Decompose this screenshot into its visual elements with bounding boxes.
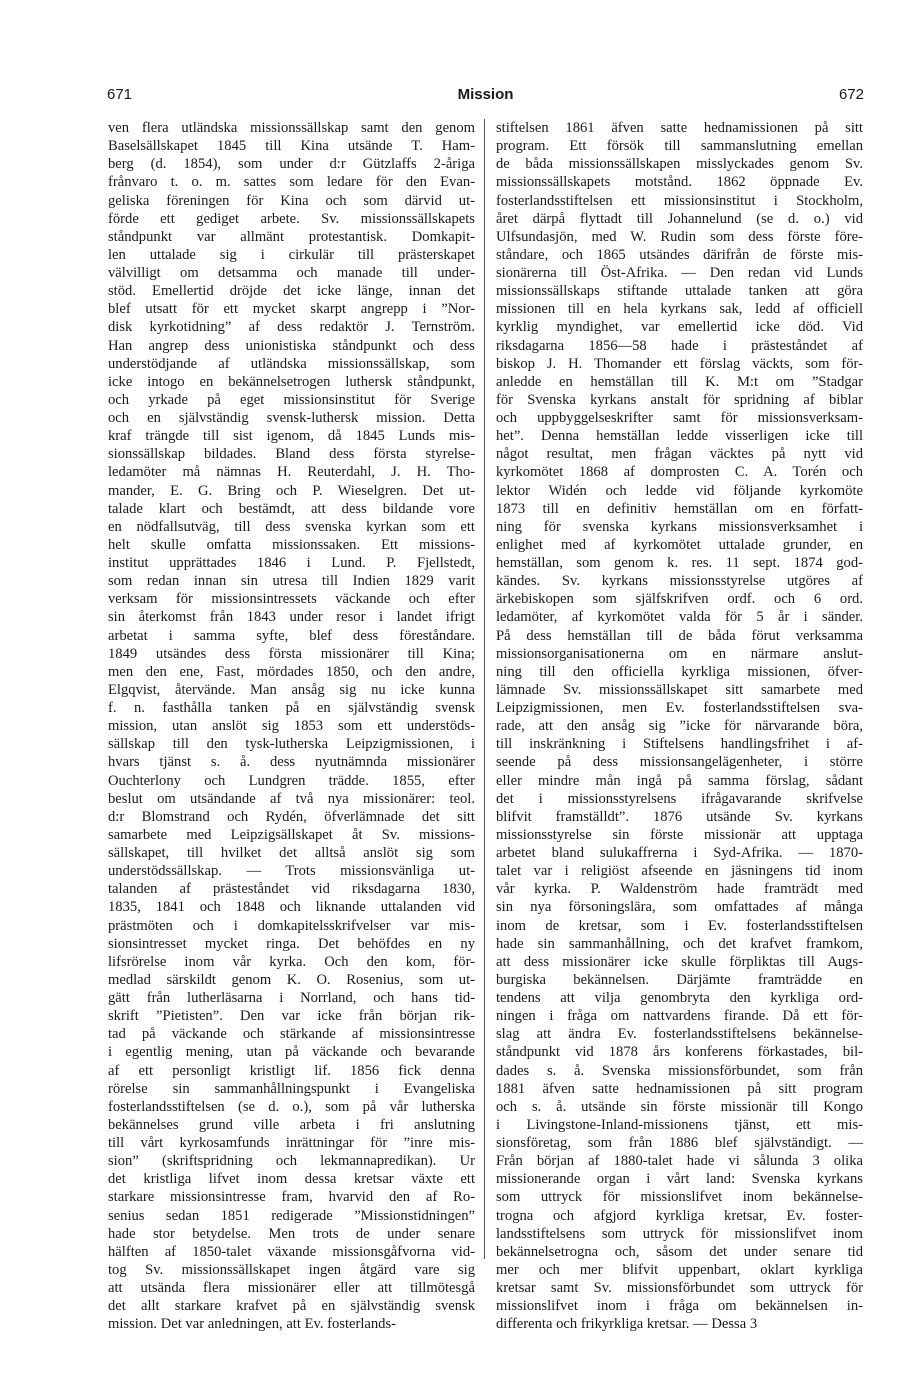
text-line: som uttryck för missionslifvet inom bekännelse- bbox=[496, 1189, 863, 1206]
left-text-column bbox=[108, 119, 475, 1333]
text-line: enlighet med af kyrkomötet uttalade grunder, en bbox=[496, 536, 863, 553]
text-line: missionsstyrelse sin förste missionär att upptaga bbox=[496, 826, 863, 843]
text-line: d:r Blomstrand och Rydén, öfverlämnade det sitt bbox=[108, 808, 475, 825]
text-line: talanden af prästeståndet vid riksdagarna 1830, bbox=[108, 881, 475, 898]
text-line: beslut om utsändande af två nya missionärer: teol. bbox=[108, 790, 475, 807]
text-line: landsstiftelsens som uttryck för missionslifvet inom bbox=[496, 1225, 863, 1242]
text-line: len uttalade sig i cirkulär till prästerskapet bbox=[108, 246, 475, 263]
text-line: blifvit framställdt”. 1876 utsände Sv. kyrkans bbox=[496, 808, 863, 825]
text-line: välvilligt om detsamma och manade till under- bbox=[108, 265, 475, 281]
text-line: sin återkomst från 1843 under resor i landet ifrigt bbox=[108, 609, 475, 626]
text-line: gätt från lutherläsarna i Norrland, och hans tid- bbox=[108, 990, 475, 1006]
text-line: ståndpunkt vid 1878 års konferens förkastades, bil- bbox=[496, 1044, 863, 1061]
text-line: till vårt kyrkosamfunds inrättningar för ”inre mis- bbox=[108, 1135, 475, 1151]
text-line: frånvaro t. o. m. sattes som ledare för den Evan- bbox=[108, 174, 475, 191]
text-line: Han angrep dess unionistiska ståndpunkt och dess bbox=[108, 337, 475, 354]
text-line: medlad särskildt genom K. O. Rosenius, som ut- bbox=[108, 971, 475, 988]
text-line: kyrkomötet 1868 af domprosten C. A. Torén och bbox=[496, 464, 863, 481]
text-line: lektor Widén och ledde vid följande kyrkomöte bbox=[496, 482, 863, 499]
text-line: talet var i religiöst afseende en jäsningens tid inom bbox=[496, 863, 863, 880]
text-line: blef utsatt för ett mycket skarpt angrepp i ”Nor- bbox=[108, 301, 475, 318]
text-line: samarbete med Leipzigsällskapet åt Sv. missions- bbox=[108, 826, 475, 843]
text-line: riksdagarna 1856—58 hade i prästeståndet af bbox=[496, 337, 863, 354]
text-line: lifsrörelse inom vår kyrka. Och den kom, för- bbox=[108, 953, 475, 970]
right-page-number: 672 bbox=[838, 86, 864, 103]
left-page-number: 671 bbox=[107, 86, 133, 103]
text-line: Leipzigmissionen, men Ev. fosterlandsstiftelsen sva- bbox=[496, 700, 863, 716]
text-line: det allt starkare krafvet på en självständig svensk bbox=[108, 1298, 475, 1315]
text-line: kraf trängde till sist igenom, då 1845 Lunds mis- bbox=[108, 428, 475, 445]
text-line: dades s. å. Svenska missionsförbundet, som från bbox=[496, 1062, 863, 1079]
text-line: tad på väckande och stärkande af missionsintresse bbox=[108, 1026, 475, 1043]
text-line: missionssällskaps stiftande uttalade tanken att göra bbox=[496, 283, 863, 300]
text-line: hade sin sammanhållning, och det krafvet framkom, bbox=[496, 935, 863, 952]
text-line: hemställan, som genom k. res. 11 sept. 1874 god- bbox=[496, 555, 863, 571]
text-line: fosterlandsstiftelsen (se d. o.), som på vår lutherska bbox=[108, 1098, 475, 1115]
text-line: understödjande af utländska missionssällskap, som bbox=[108, 355, 475, 372]
text-line: helt skulle omfatta missionssaken. Ett missions- bbox=[108, 536, 475, 553]
text-line: ståndare, och 1865 utsändes därifrån de förste mis- bbox=[496, 246, 863, 263]
text-line: något resultat, men frågan väcktes på nytt vid bbox=[496, 446, 863, 463]
text-line: hälften af 1850-talet växande missionsgåfvorna vid- bbox=[108, 1243, 475, 1260]
text-line: Från början af 1880-talet hade vi sålunda 3 olika bbox=[496, 1153, 863, 1170]
text-line: kändes. Sv. kyrkans missionsstyrelse utgöres af bbox=[496, 573, 863, 590]
text-line: Ulfsundasjön, med W. Rudin som dess förste före- bbox=[496, 228, 863, 245]
text-line: en nödfallsutväg, till dess svenska kyrkan som ett bbox=[108, 518, 475, 535]
text-line: som redan innan sin utresa till Indien 1829 varit bbox=[108, 573, 475, 590]
text-line: ven flera utländska missionssällskap samt den genom bbox=[108, 120, 475, 136]
text-line: ärkebiskopen som själfskrifven ordf. och 6 ord. bbox=[496, 591, 863, 608]
text-line: verksam för missionsintressets väckande och efter bbox=[108, 591, 475, 608]
text-line: mission. Det var anledningen, att Ev. fosterlands- bbox=[108, 1316, 397, 1333]
text-line: På dess hemställan till de båda förut verksamma bbox=[496, 627, 863, 644]
page-header bbox=[107, 86, 864, 106]
text-line: ledamöter, af kyrkomötet valda för 5 år i sänder. bbox=[496, 609, 863, 626]
text-line: sionsintresset mycket ringa. Det behöfdes en ny bbox=[108, 935, 475, 952]
text-line: biskop J. H. Thomander ett förslag väckts, som för- bbox=[496, 355, 863, 372]
text-line: Baselsällskapet 1845 till Kina utsände T. Ham- bbox=[108, 138, 475, 155]
text-line: 1873 till en definitiv hemställan om en författ- bbox=[496, 500, 863, 517]
text-line: och uppbyggelseskrifter samt för missionsverksam- bbox=[496, 410, 863, 426]
text-line: tendens att vilja genombryta den kyrkliga ord- bbox=[496, 990, 863, 1006]
text-line: det kristliga lifvet inom dessa kretsar växte ett bbox=[108, 1171, 475, 1188]
text-line: mander, E. G. Bring och P. Wieselgren. Det ut- bbox=[108, 482, 475, 499]
text-line: inom de kretsar, som i Ev. fosterlandsstiftelsen bbox=[496, 917, 863, 934]
text-line: sionssällskap bildades. Bland dess första styrelse- bbox=[108, 446, 475, 463]
text-line: missionslifvet inom i fråga om bekännelsen in- bbox=[496, 1298, 863, 1315]
text-line: senius sedan 1851 redigerade ”Missionstidningen” bbox=[108, 1207, 475, 1224]
text-line: Ouchterlony och Lundgren trädde. 1855, efter bbox=[108, 772, 475, 789]
column-divider bbox=[484, 119, 485, 1259]
text-line: prästmöten och i domkapitelsskrifvelser var mis- bbox=[108, 917, 475, 934]
text-line: icke intogo en bekännelsetrogen luthersk ståndpunkt, bbox=[108, 373, 475, 390]
text-line: Elgqvist, återvände. Man ansåg sig nu icke kunna bbox=[108, 681, 475, 698]
text-line: hade stor betydelse. Men trots de under senare bbox=[108, 1225, 475, 1242]
text-line: arbetat i samma syfte, blef dess föreståndare. bbox=[108, 627, 475, 644]
text-line: stiftelsen 1861 äfven satte hednamissionen på sitt bbox=[496, 120, 863, 136]
text-line: ledamöter må nämnas H. Reuterdahl, J. H. Tho- bbox=[108, 464, 475, 481]
text-line: sionsföretag, som från 1886 blef självständigt. — bbox=[496, 1135, 863, 1151]
text-line: förde ett gediget arbete. Sv. missionssällskapets bbox=[108, 210, 475, 227]
text-line: ning för svenska kyrkans missionsverksamhet i bbox=[496, 518, 863, 535]
text-line: program. Ett försök till sammanslutning emellan bbox=[496, 138, 863, 155]
text-line: bekännelsetrogna och, såsom det under senare tid bbox=[496, 1243, 863, 1260]
text-line: anledde en hemställan till K. M:t om ”Stadgar bbox=[496, 373, 863, 390]
text-line: geliska föreningen för Kina och som därvid ut- bbox=[108, 192, 475, 209]
text-line: af ett personligt kristligt lif. 1856 fick denna bbox=[108, 1062, 475, 1079]
running-title: Mission bbox=[457, 86, 514, 103]
text-line: det i missionsstyrelsens ifrågavarande skrifvelse bbox=[496, 790, 863, 807]
text-line: slag att ändra Ev. fosterlandsstiftelsens bekännelse- bbox=[496, 1026, 863, 1043]
text-line: missionen till en hela kyrkans sak, ledd af officiell bbox=[496, 301, 863, 318]
text-line: men den ene, Fast, mördades 1850, och den andre, bbox=[108, 663, 475, 680]
text-line: i Livingstone-Inland-missionens tjänst, ett mis- bbox=[496, 1116, 863, 1133]
text-line: sion” (skriftspridning och lekmannapredikan). Ur bbox=[108, 1153, 475, 1170]
text-line: sällskap till den tysk-lutherska Leipzigmissionen, i bbox=[108, 736, 475, 753]
text-line: mission, utan anslöt sig 1853 som ett understöds- bbox=[108, 718, 475, 735]
text-line: het”. Denna hemställan ledde visserligen icke till bbox=[496, 428, 863, 445]
text-line: arbetet bland sulukaffrerna i Syd-Afrika. — 1870- bbox=[496, 845, 863, 861]
text-line: vår kyrka. P. Waldenström hade framträdt med bbox=[496, 881, 863, 898]
text-line: de båda missionssällskapen misslyckades genom Sv. bbox=[496, 156, 863, 173]
text-line: disk kyrkotidning” af dess redaktör J. Ternström. bbox=[108, 319, 475, 336]
text-line: ning till den officiella kyrkliga missionen, öfver- bbox=[496, 663, 863, 680]
text-line: kyrklig myndighet, var emellertid icke död. Vid bbox=[496, 319, 863, 336]
text-line: stöd. Emellertid dröjde det icke länge, innan det bbox=[108, 283, 475, 300]
text-line: fosterlandsstiftelsen ett missionsinstitut i Stockholm, bbox=[496, 192, 863, 209]
text-line: rörelse sin sammanhållningspunkt i Evangeliska bbox=[108, 1080, 475, 1097]
text-line: 1835, 1841 och 1848 och liknande uttalanden vid bbox=[108, 899, 475, 916]
text-line: hvars tjänst s. å. dess nyutnämnda missionärer bbox=[108, 754, 475, 771]
text-line: sionärerna till Öst-Afrika. — Den redan vid Lunds bbox=[496, 265, 863, 281]
text-line: ståndpunkt var allmänt protestantisk. Domkapit- bbox=[108, 228, 475, 245]
text-line: i egentlig mening, utan på väckande och bevarande bbox=[108, 1044, 475, 1061]
text-line: mer och mer blifvit uppenbart, oklart kyrkliga bbox=[496, 1261, 863, 1278]
text-line: burgiska bekännelsen. Därjämte framträdde en bbox=[496, 971, 863, 988]
text-line: missionssällskapets motstånd. 1862 öppnade Ev. bbox=[496, 174, 863, 191]
text-line: rade, att den ansåg sig ”icke för närvarande böra, bbox=[496, 718, 863, 735]
text-line: talade klart och bestämdt, att dess bildande vore bbox=[108, 500, 475, 517]
text-line: seende på dess missionsangelägenheter, i större bbox=[496, 754, 863, 771]
text-line: eller mindre mån ingå på samma förslag, sådant bbox=[496, 772, 863, 789]
text-line: kretsar samt Sv. missionsförbundet som uttryck för bbox=[496, 1280, 863, 1296]
text-line: året därpå flyttadt till Johannelund (se d. o.) vid bbox=[496, 210, 863, 227]
text-line: sällskapet, till hvilket det alltså anslöt sig som bbox=[108, 845, 475, 861]
text-line: starkare missionsintresse fram, hvarvid den af Ro- bbox=[108, 1189, 475, 1206]
text-line: berg (d. 1854), som under d:r Gützlaffs 2-åriga bbox=[108, 156, 475, 173]
text-line: missionsorganisationerna om en närmare anslut- bbox=[496, 645, 863, 662]
text-line: missionerande organ i vårt land: Svenska kyrkans bbox=[496, 1171, 863, 1188]
text-line: understödssällskap. — Trots missionsvänliga ut- bbox=[108, 863, 475, 880]
text-line: institut upprättades 1846 i Lund. P. Fjellstedt, bbox=[108, 555, 475, 571]
text-line: f. n. fasthålla tanken på en självständig svensk bbox=[108, 700, 475, 716]
text-line: och yrkade på eget missionsinstitut för Sverige bbox=[108, 391, 475, 408]
text-line: och s. å. utsände sin förste missionär till Kongo bbox=[496, 1098, 863, 1115]
text-line: lämnade Sv. missionssällskapet sitt samarbete med bbox=[496, 681, 863, 698]
text-line: att utsända flera missionärer eller att tillmötesgå bbox=[108, 1280, 475, 1296]
text-line: ningen i fråga om nattvardens firande. Då ett för- bbox=[496, 1008, 863, 1025]
text-line: differenta och frikyrkliga kretsar. — Dessa 3 bbox=[496, 1316, 758, 1333]
text-line: sin nya försoningslära, som omfattades af många bbox=[496, 899, 863, 916]
text-line: skrift ”Pietisten”. Den var icke från början rik- bbox=[108, 1008, 475, 1025]
text-line: och en självständig svensk-luthersk mission. Detta bbox=[108, 410, 475, 426]
text-line: att dess missionärer icke skulle förpliktas till Augs- bbox=[496, 953, 863, 970]
text-line: trogna och afgjord kyrkliga kretsar, Ev. foster- bbox=[496, 1207, 863, 1224]
text-line: för Svenska kyrkans anstalt för spridning af biblar bbox=[496, 391, 863, 408]
text-line: 1881 äfven satte hednamissionen på sitt program bbox=[496, 1080, 863, 1097]
text-line: till inskränkning i Stiftelsens handlingsfrihet i af- bbox=[496, 736, 863, 753]
text-line: 1849 utsändes dess första missionärer till Kina; bbox=[108, 645, 475, 662]
text-line: tog Sv. missionssällskapet ingen åtgärd vare sig bbox=[108, 1261, 475, 1278]
right-text-column bbox=[496, 119, 863, 1333]
text-line: bekännelses grund ville arbeta i fri anslutning bbox=[108, 1116, 475, 1133]
